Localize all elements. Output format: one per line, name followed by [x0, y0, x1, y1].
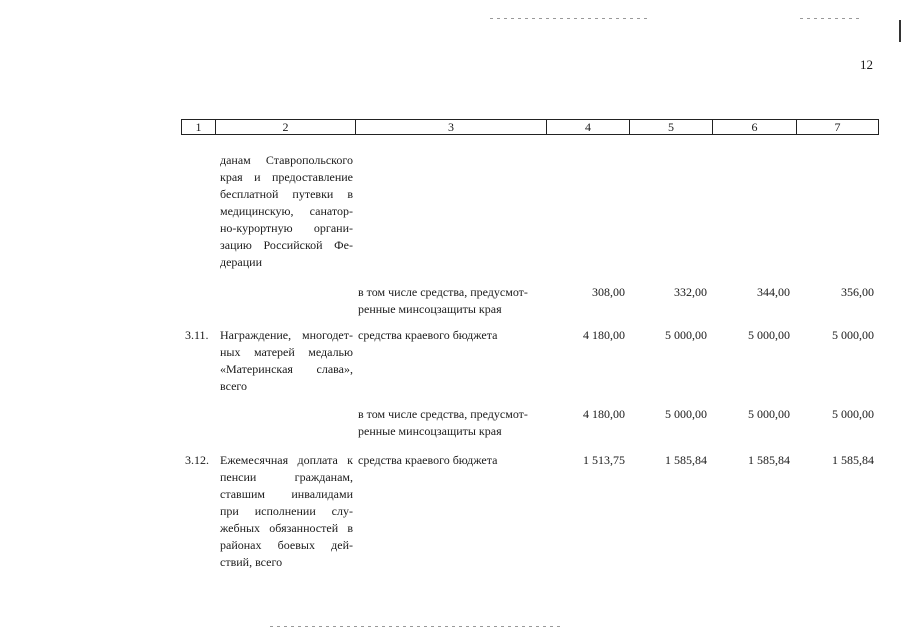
header-col-7: 7	[834, 120, 841, 134]
scan-artifact	[490, 18, 650, 19]
row-3-11-name	[220, 327, 353, 395]
row-name-line: районах боевых дей-	[220, 538, 353, 552]
continuation-name-line: медицинскую, санатор-	[220, 204, 353, 218]
continuation-value-col7: 356,00	[841, 285, 874, 299]
source-line: в том числе средства, предусмот-	[358, 285, 528, 299]
row-3-11-value-col5: 5 000,00	[665, 328, 707, 342]
row-3-12-value-col6: 1 585,84	[748, 453, 790, 467]
source-line: в том числе средства, предусмот-	[358, 407, 528, 421]
row-3-11-sub-value-col4: 4 180,00	[583, 407, 625, 421]
continuation-name-line: дерации	[220, 255, 263, 269]
row-name-line: всего	[220, 379, 248, 393]
row-3-11-sub-value-col6: 5 000,00	[748, 407, 790, 421]
row-3-11-value-col4: 4 180,00	[583, 328, 625, 342]
source-line: ренные минсоцзащиты края	[358, 302, 502, 316]
row-3-12-value-col5: 1 585,84	[665, 453, 707, 467]
row-3-11-value-col7: 5 000,00	[832, 328, 874, 342]
scan-artifact	[800, 18, 860, 19]
continuation-value-col6: 344,00	[757, 285, 790, 299]
scan-artifact	[270, 626, 560, 627]
row-name-line: пенсии гражданам,	[220, 470, 353, 484]
source-line: ренные минсоцзащиты края	[358, 424, 502, 438]
row-number: 3.11.	[185, 328, 209, 342]
continuation-name-line: края и предоставление	[220, 170, 353, 184]
row-name-line: при исполнении слу-	[220, 504, 353, 518]
header-col-6: 6	[713, 120, 797, 134]
continuation-name-line: бесплатной путевки в	[220, 187, 353, 201]
row-3-11-sub-value-col5: 5 000,00	[665, 407, 707, 421]
row-number: 3.12.	[185, 453, 209, 467]
row-3-11-sub-source	[358, 406, 545, 440]
header-col-4: 4	[547, 120, 630, 134]
row-3-12-value-col4: 1 513,75	[583, 453, 625, 467]
row-3-12-source: средства краевого бюджета	[358, 453, 498, 467]
row-name-line: Ежемесячная доплата к	[220, 453, 353, 467]
continuation-source	[358, 284, 545, 318]
row-name-line: «Материнская слава»,	[220, 362, 353, 376]
row-3-11-source: средства краевого бюджета	[358, 328, 498, 342]
continuation-name-line: данам Ставропольского	[220, 153, 353, 167]
row-name-line: ствий, всего	[220, 555, 283, 569]
row-3-11-value-col6: 5 000,00	[748, 328, 790, 342]
scan-edge-mark	[899, 20, 901, 42]
row-name-line: Награждение, многодет-	[220, 328, 353, 342]
header-col-3: 3	[356, 120, 547, 134]
row-name-line: ных матерей медалью	[220, 345, 353, 359]
page-number: 12	[860, 57, 873, 72]
continuation-value-col5: 332,00	[674, 285, 707, 299]
table-header-row	[181, 119, 879, 135]
continuation-name-line: зацию Российской Фе-	[220, 238, 353, 252]
row-name-line: жебных обязанностей в	[220, 521, 353, 535]
continuation-name	[220, 152, 353, 271]
row-3-12-name	[220, 452, 353, 571]
row-3-11-sub-value-col7: 5 000,00	[832, 407, 874, 421]
header-col-1: 1	[182, 120, 216, 134]
continuation-name-line: но-курортную органи-	[220, 221, 353, 235]
header-col-2: 2	[216, 120, 356, 134]
continuation-value-col4: 308,00	[592, 285, 625, 299]
row-name-line: ставшим инвалидами	[220, 487, 353, 501]
row-3-12-value-col7: 1 585,84	[832, 453, 874, 467]
header-col-5: 5	[630, 120, 713, 134]
